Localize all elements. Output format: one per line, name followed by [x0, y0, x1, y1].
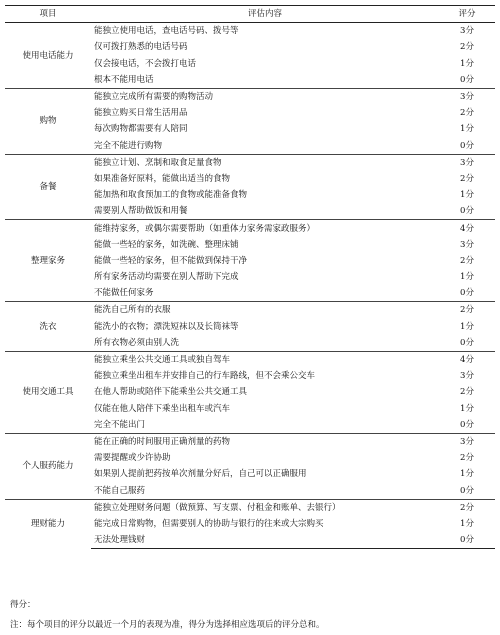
- table-row: [5, 23, 495, 40]
- section-name: 购物: [5, 88, 91, 154]
- item-text: 能完成日常购物，但需要别人的协助与银行的往来或大宗购买: [94, 518, 324, 529]
- section-name: 使用电话能力: [5, 23, 91, 89]
- item-score: 1分: [460, 272, 474, 283]
- item-score: 3分: [439, 154, 495, 171]
- table-row: [5, 499, 495, 516]
- table-header-row: [5, 6, 495, 23]
- item-score: 2分: [460, 255, 474, 266]
- item-text: 不能做任何家务: [94, 288, 154, 299]
- item-text: 能加热和取食预加工的食物或能准备食物: [94, 190, 248, 201]
- item-score: 2分: [439, 499, 495, 516]
- item-score: 3分: [439, 88, 495, 105]
- item-score: 2分: [460, 42, 474, 53]
- item-text: 能在正确的时间服用正确剂量的药物: [91, 433, 439, 450]
- item-text: 完全不能出门: [94, 419, 146, 430]
- item-text: 仅能在他人陪伴下乘坐出租车或汽车: [94, 403, 231, 414]
- header-content: 评估内容: [91, 6, 439, 23]
- item-score: 2分: [460, 108, 474, 119]
- table-row: [5, 154, 495, 171]
- item-score: 1分: [460, 403, 474, 414]
- iadl-scale-table: [5, 5, 495, 549]
- item-text: 能独立计划、烹制和取食足量食物: [91, 154, 439, 171]
- item-score: 3分: [460, 371, 474, 382]
- item-text: 如果别人提前把药按单次剂量分好后，自己可以正确服用: [94, 469, 307, 480]
- item-text: 能维持家务，或偶尔需要帮助（如重体力家务需家政服务）: [91, 220, 439, 237]
- item-text: 能独立使用电话，查电话号码、拨号等: [91, 23, 439, 40]
- table-row: [5, 88, 495, 105]
- item-score: 1分: [460, 469, 474, 480]
- item-text: 不能自己服药: [94, 485, 146, 496]
- section-name: 整理家务: [5, 220, 91, 302]
- item-text: 根本不能用电话: [94, 74, 154, 85]
- item-score: 0分: [460, 140, 474, 151]
- item-text: 每次购物都需要有人陪同: [94, 124, 188, 135]
- item-text: 仅会接电话，不会拨打电话: [94, 58, 197, 69]
- item-text: 所有家务活动均需要在别人帮助下完成: [94, 272, 239, 283]
- item-text: 能做一些轻的家务，如洗碗、整理床铺: [94, 239, 239, 250]
- item-text: 能独立乘坐出租车并安排自己的行车路线，但不会乘公交车: [94, 371, 316, 382]
- item-score: 1分: [460, 321, 474, 332]
- item-score: 1分: [460, 518, 474, 529]
- section-name: 个人服药能力: [5, 433, 91, 499]
- item-score: 4分: [439, 220, 495, 237]
- section-name: 洗衣: [5, 302, 91, 352]
- section-name: 备餐: [5, 154, 91, 220]
- item-score: 0分: [460, 288, 474, 299]
- item-score: 0分: [460, 74, 474, 85]
- item-text: 如果准备好原料，能做出适当的食物: [94, 173, 231, 184]
- table-body: [5, 23, 495, 549]
- item-text: 无法处理钱财: [91, 532, 439, 549]
- header-category: 项目: [5, 6, 91, 23]
- item-text: 需要提醒或少许协助: [94, 453, 171, 464]
- item-score: 3分: [439, 433, 495, 450]
- item-score: 3分: [439, 23, 495, 40]
- score-label: 得分：: [10, 600, 36, 610]
- footnote: 注：每个项目的评分以最近一个月的表现为准，得分为选择相应选项后的评分总和。: [10, 620, 325, 630]
- item-score: 2分: [460, 387, 474, 398]
- header-score: 评分: [439, 6, 495, 23]
- item-score: 2分: [460, 173, 474, 184]
- section-name: 使用交通工具: [5, 351, 91, 433]
- item-text: 在他人帮助或陪伴下能乘坐公共交通工具: [94, 387, 248, 398]
- section-name: 理财能力: [5, 499, 91, 549]
- table-row: [5, 433, 495, 450]
- item-score: 2分: [460, 453, 474, 464]
- item-text: 能做一些轻的家务，但不能做到保持干净: [94, 255, 248, 266]
- table-row: [5, 351, 495, 368]
- item-text: 能洗自己所有的衣服: [91, 302, 439, 319]
- item-score: 2分: [439, 302, 495, 319]
- item-score: 0分: [460, 206, 474, 217]
- item-score: 4分: [439, 351, 495, 368]
- item-text: 完全不能进行购物: [94, 140, 163, 151]
- item-text: 需要别人帮助做饭和用餐: [94, 206, 188, 217]
- item-score: 1分: [460, 124, 474, 135]
- item-score: 3分: [460, 239, 474, 250]
- item-text: 能独立乘坐公共交通工具或独自驾车: [91, 351, 439, 368]
- item-score: 0分: [439, 532, 495, 549]
- table-row: [5, 220, 495, 237]
- item-text: 能独立完成所有需要的购物活动: [91, 88, 439, 105]
- table-row: [5, 302, 495, 319]
- item-score: 0分: [460, 485, 474, 496]
- item-score: 0分: [460, 337, 474, 348]
- item-text: 能独立处理财务问题（做预算、写支票、付租金和账单、去银行）: [91, 499, 439, 516]
- item-text: 所有衣物必须由别人洗: [94, 337, 180, 348]
- item-score: 1分: [460, 190, 474, 201]
- item-score: 0分: [460, 419, 474, 430]
- item-text: 能洗小的衣物；漂洗短袜以及长筒袜等: [94, 321, 239, 332]
- item-score: 1分: [460, 58, 474, 69]
- item-text: 仅可拨打熟悉的电话号码: [94, 42, 188, 53]
- item-text: 能独立购买日常生活用品: [94, 108, 188, 119]
